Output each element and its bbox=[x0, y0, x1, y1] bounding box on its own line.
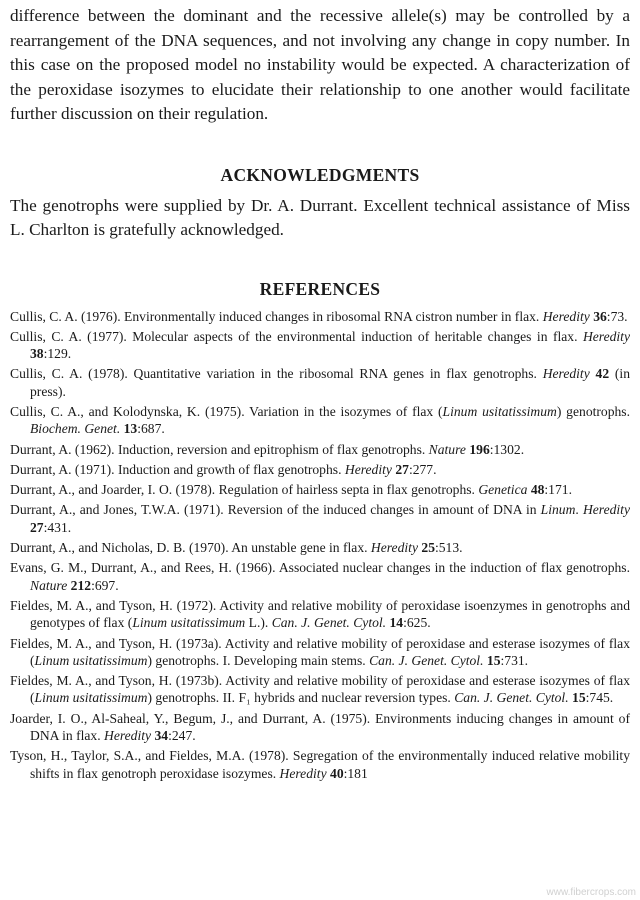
reference-entry: Cullis, C. A., and Kolodynska, K. (1975). Variation in the isozymes of flax (Linum usitatissimum) genotrophs. Biochem. Genet. 13:687. bbox=[10, 403, 630, 437]
references-heading: REFERENCES bbox=[259, 278, 381, 299]
reference-entry: Durrant, A., and Jones, T.W.A. (1971). Reversion of the induced changes in amount of DNA in Linum. Heredity 27:431. bbox=[10, 502, 630, 535]
intro-paragraph: difference between the dominant and the recessive allele(s) may be controlled by a rearrangement of the DNA sequences, and not involving any change in copy number. In this case on the proposed model no instability would be expected. A characterization of the peroxidase isozymes to elucidate their relationship to one another would facilitate further discussion on their regulation. bbox=[10, 6, 630, 123]
reference-entry: Cullis, C. A. (1978). Quantitative variation in the ribosomal RNA genes in flax genotrophs. Heredity 42 (in press). bbox=[10, 366, 630, 399]
reference-entry: Joarder, I. O., Al-Saheal, Y., Begum, J., and Durrant, A. (1975). Environments inducing changes in amount of DNA in flax. Heredity 34:247. bbox=[10, 710, 630, 744]
reference-entry: Cullis, C. A. (1977). Molecular aspects of the environmental induction of heritable changes in flax. Heredity 38:129. bbox=[10, 328, 630, 362]
acknowledgments-heading: ACKNOWLEDGMENTS bbox=[220, 164, 420, 185]
acknowledgments-text: The genotrophs were supplied by Dr. A. Durrant. Excellent technical assistance of Miss L. Charlton is gratefully acknowledged. bbox=[10, 195, 630, 239]
reference-entry: Evans, G. M., Durrant, A., and Rees, H. (1966). Associated nuclear changes in the induction of flax genotrophs. Nature 212:697. bbox=[10, 560, 630, 593]
reference-entry: Durrant, A. (1971). Induction and growth of flax genotrophs. Heredity 27:277. bbox=[10, 461, 437, 477]
reference-entry: Tyson, H., Taylor, S.A., and Fieldes, M.A. (1978). Segregation of the environmentally induced relative mobility shifts in flax genotroph peroxidase isozymes. Heredity 40:181 bbox=[10, 748, 630, 781]
site-watermark: www.fibercrops.com bbox=[546, 887, 636, 898]
reference-list bbox=[10, 308, 630, 782]
reference-entry: Cullis, C. A. (1976). Environmentally induced changes in ribosomal RNA cistron number in flax. Heredity 36:73. bbox=[10, 308, 628, 324]
reference-entry: Fieldes, M. A., and Tyson, H. (1972). Activity and relative mobility of peroxidase isoenzymes in genotrophs and genotypes of flax (Linum usitatissimum L.). Can. J. Genet. Cytol. 14:625. bbox=[10, 597, 630, 631]
reference-entry: Fieldes, M. A., and Tyson, H. (1973a). Activity and relative mobility of peroxidase and esterase isozymes of flax (Linum usitatissimum) genotrophs. I. Developing main stems. Can. J. Genet. Cytol. 15:731. bbox=[10, 635, 630, 668]
reference-entry: Fieldes, M. A., and Tyson, H. (1973b). Activity and relative mobility of peroxidase and esterase isozymes of flax (Linum usitatissimum) genotrophs. II. F₁ hybrids and nuclear reversion types. Can. J. Genet. Cytol. 15:745. bbox=[10, 673, 630, 706]
reference-entry: Durrant, A., and Nicholas, D. B. (1970). An unstable gene in flax. Heredity 25:513. bbox=[10, 540, 463, 556]
reference-entry: Durrant, A., and Joarder, I. O. (1978). Regulation of hairless septa in flax genotrophs. Genetica 48:171. bbox=[10, 482, 572, 498]
reference-entry: Durrant, A. (1962). Induction, reversion and epitrophism of flax genotrophs. Nature 196:1302. bbox=[10, 441, 525, 457]
